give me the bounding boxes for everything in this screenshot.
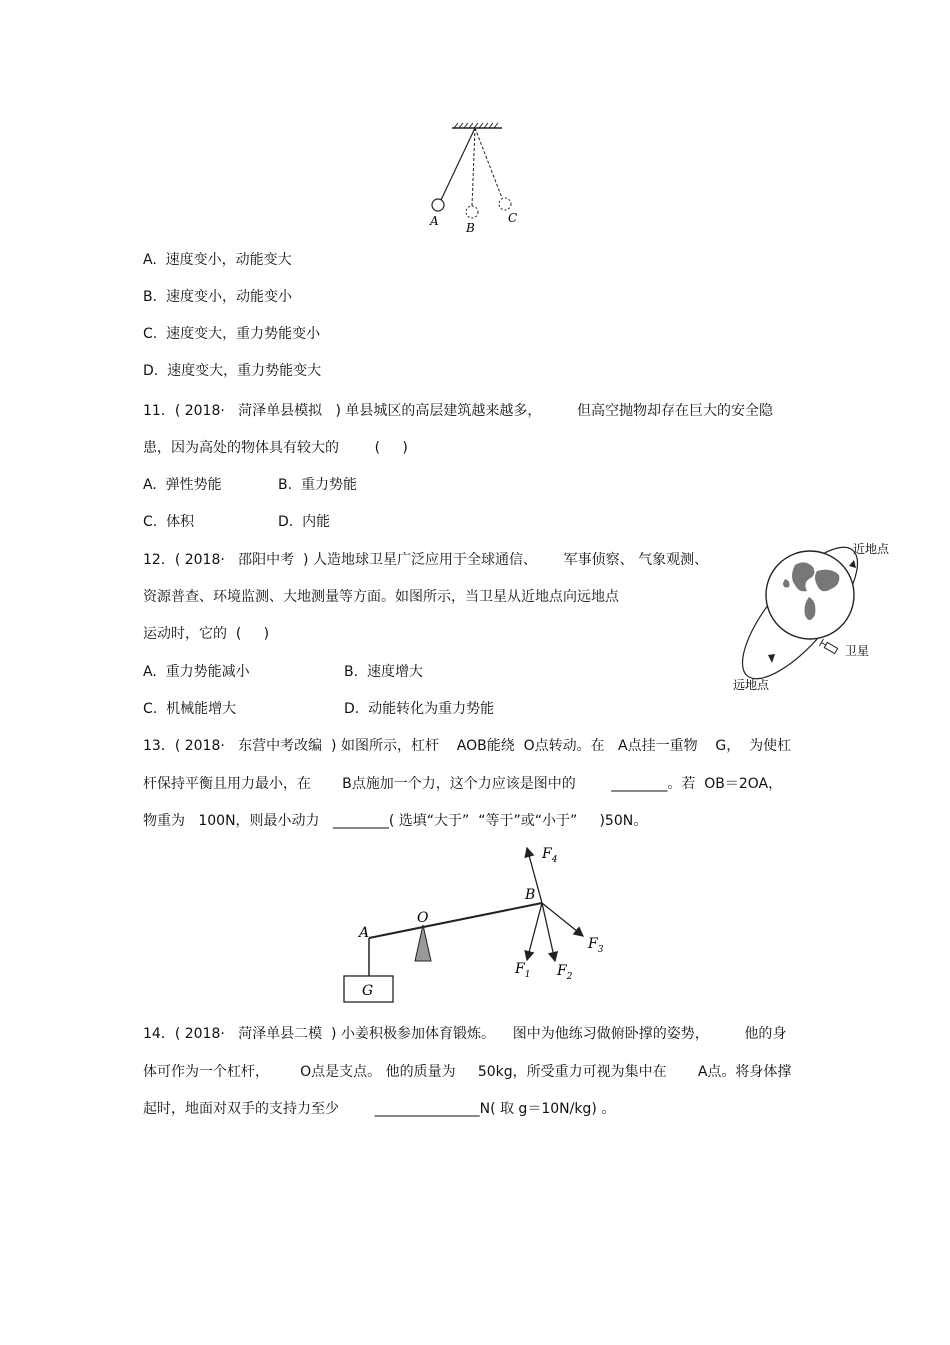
string-b [472, 128, 475, 206]
f1-label: $F_1$ [515, 961, 531, 980]
q10-option-a: A. 速度变小，动能变大 [143, 252, 292, 268]
q13-stem-line3: 物重为 100N，则最小动力 ________( 选填“大于” “等于”或“小于” )50N。 [143, 813, 648, 829]
q12-stem-line1: 12．( 2018· 邵阳中考 ) 人造地球卫星广泛应用于全球通信、 军事侦察、 气象观测、 [143, 552, 709, 568]
near-point-label: 近地点 [853, 542, 890, 556]
string-c [475, 128, 502, 198]
q11-stem-line1: 11．( 2018· 菏泽单县模拟 ) 单县城区的高层建筑越来越多， 但高空抛物却存在巨大的安全隐 [143, 403, 774, 419]
q12-option-a: A. 重力势能减小 [143, 664, 250, 680]
q12-option-b: B. 速度增大 [344, 664, 423, 680]
f4-label: $F_4$ [542, 846, 558, 865]
bob-b [466, 206, 478, 218]
q12-stem-line2: 资源普查、环境监测、大地测量等方面。如图所示，当卫星从近地点向远地点 [143, 589, 619, 605]
point-o-label: O [417, 910, 429, 926]
q11-stem-line2: 患，因为高处的物体具有较大的 ( ) [143, 440, 408, 456]
point-a-label: A [359, 925, 370, 941]
arrow-near [849, 560, 856, 568]
lever-figure [335, 842, 615, 1007]
bob-a [432, 199, 444, 211]
satellite-icon [819, 639, 838, 654]
q12-stem-line3: 运动时，它的 ( ) [143, 626, 270, 642]
far-point-label: 远地点 [733, 678, 770, 692]
q12-option-d: D. 动能转化为重力势能 [344, 701, 495, 717]
f2-label: $F_2$ [557, 963, 573, 982]
q10-option-d: D. 速度变大，重力势能变大 [143, 363, 322, 379]
pendulum-figure [420, 120, 530, 240]
f3-label: $F_3$ [588, 936, 604, 955]
string-a [441, 128, 475, 200]
q14-stem-line1: 14．( 2018· 菏泽单县二模 ) 小姜积极参加体育锻炼。 图中为他练习做俯卧撑的姿势， 他的身 [143, 1026, 787, 1042]
q13-stem-line2: 杆保持平衡且用力最小，在 B点施加一个力，这个力应该是图中的 ________。若 OB＝2OA， [143, 776, 783, 792]
q11-option-d: D. 内能 [278, 514, 331, 530]
q11-option-a: A. 弹性势能 [143, 477, 222, 493]
orbit-figure [725, 535, 900, 695]
label-a: A [430, 214, 439, 228]
label-c: C [508, 211, 518, 225]
weight-label: G [362, 983, 374, 999]
label-b: B [466, 221, 475, 235]
q14-stem-line2: 体可作为一个杠杆， O点是支点。 他的质量为 50kg，所受重力可视为集中在 A点。将身体撑 [143, 1064, 792, 1080]
satellite-label: 卫星 [845, 644, 870, 658]
q14-stem-line3: 起时，地面对双手的支持力至少 _______________N( 取 g＝10N/kg) 。 [143, 1101, 616, 1117]
point-b-label: B [525, 887, 536, 903]
q11-option-c: C. 体积 [143, 514, 195, 530]
q11-option-b: B. 重力势能 [278, 477, 357, 493]
fulcrum [415, 925, 431, 961]
earth [766, 551, 854, 639]
q10-option-c: C. 速度变大，重力势能变小 [143, 326, 321, 342]
f1-arrow [527, 903, 542, 960]
q13-stem-line1: 13．( 2018· 东营中考改编 ) 如图所示，杠杆 AOB能绕 O点转动。在 A点挂一重物 G， 为使杠 [143, 738, 792, 754]
q12-option-c: C. 机械能增大 [143, 701, 237, 717]
lever-bar [369, 903, 542, 938]
q10-option-b: B. 速度变小，动能变小 [143, 289, 292, 305]
bob-c [499, 198, 511, 210]
arrow-far [768, 654, 775, 663]
